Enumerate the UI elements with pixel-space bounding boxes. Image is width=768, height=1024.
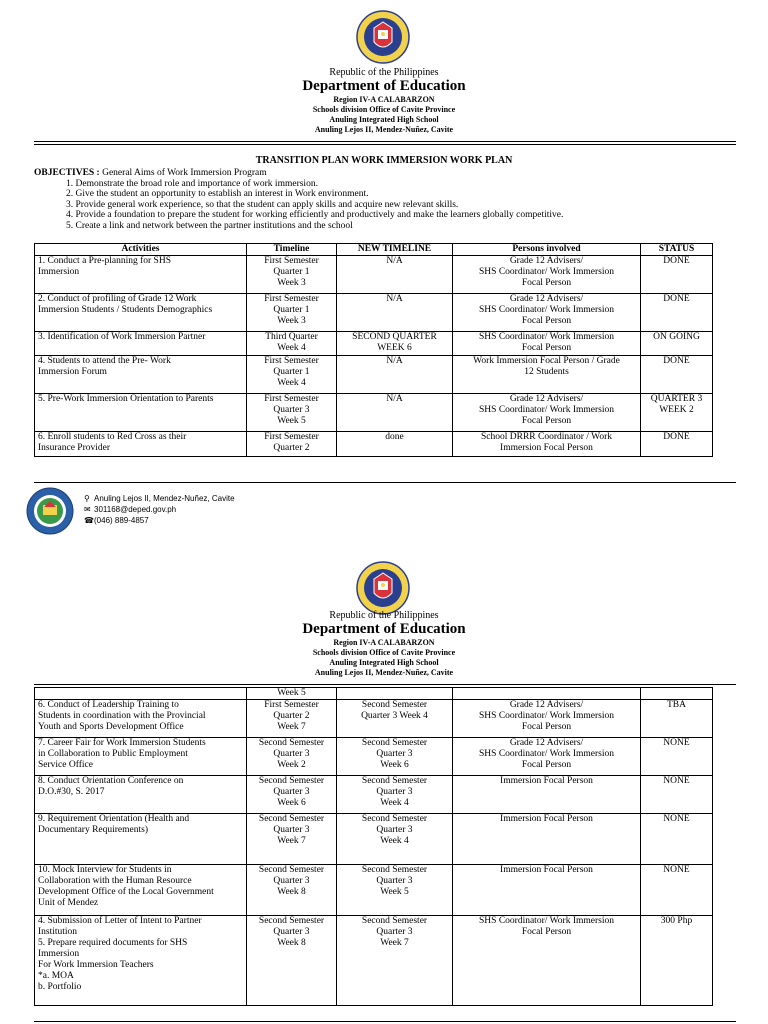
- cell-new-timeline: Second Semester Quarter 3 Week 7: [337, 916, 453, 1006]
- cell-new-timeline: N/A: [337, 356, 453, 394]
- cell-activity: 6. Enroll students to Red Cross as their Insurance Provider: [35, 432, 247, 457]
- cell-timeline: First Semester Quarter 1 Week 3: [247, 294, 337, 332]
- cell-new-timeline: done: [337, 432, 453, 457]
- republic-text: Republic of the Philippines: [329, 67, 439, 78]
- objectives-list: [34, 179, 563, 232]
- cell-status: TBA: [641, 700, 713, 738]
- cell-status: NONE: [641, 738, 713, 776]
- work-plan-table-page-2: [34, 687, 713, 1006]
- cell-activity: 8. Conduct Orientation Conference on D.O.#30, S. 2017: [35, 776, 247, 814]
- cell-status: DONE: [641, 256, 713, 294]
- cell-timeline: Third Quarter Week 4: [247, 332, 337, 356]
- col-header-new-timeline: NEW TIMELINE: [337, 244, 453, 256]
- department-title: Department of Education: [302, 78, 466, 94]
- cell-timeline: Second Semester Quarter 3 Week 6: [247, 776, 337, 814]
- cell-status: DONE: [641, 356, 713, 394]
- cell-persons: Work Immersion Focal Person / Grade 12 Students: [453, 356, 641, 394]
- table-row: [35, 332, 713, 356]
- cell-persons: SHS Coordinator/ Work Immersion Focal Person: [453, 916, 641, 1006]
- cell-status: NONE: [641, 814, 713, 865]
- cell-timeline: First Semester Quarter 2 Week 7: [247, 700, 337, 738]
- cell-new-timeline: Second Semester Quarter 3 Week 6: [337, 738, 453, 776]
- cell-timeline: First Semester Quarter 1 Week 3: [247, 256, 337, 294]
- school-address: Anuling Lejos II, Mendez-Nuñez, Cavite: [314, 125, 454, 134]
- col-header-timeline: Timeline: [247, 244, 337, 256]
- footer: [26, 487, 746, 535]
- school-name: Anuling Integrated High School: [329, 115, 439, 124]
- school-logo: [26, 487, 74, 535]
- table-row: [35, 432, 713, 457]
- objectives-intro: General Aims of Work Immersion Program: [99, 168, 267, 178]
- cell-new-timeline: SECOND QUARTER WEEK 6: [337, 332, 453, 356]
- footer-address: Anuling Lejos II, Mendez-Nuñez, Cavite: [94, 494, 235, 503]
- cell-status: 300 Php: [641, 916, 713, 1006]
- cell-activity: 3. Identification of Work Immersion Partner: [35, 332, 247, 356]
- region-text: Region IV-A CALABARZON: [333, 638, 435, 647]
- page-2: [0, 553, 768, 1024]
- school-address: Anuling Lejos II, Mendez-Nuñez, Cavite: [314, 668, 454, 677]
- cell-status: NONE: [641, 776, 713, 814]
- footer-phone: (046) 889-4857: [94, 516, 149, 525]
- cell-persons: Grade 12 Advisers/ SHS Coordinator/ Work Immersion Focal Person: [453, 294, 641, 332]
- cell-persons: Immersion Focal Person: [453, 865, 641, 916]
- cell-persons: Grade 12 Advisers/ SHS Coordinator/ Work Immersion Focal Person: [453, 700, 641, 738]
- cell-timeline: Second Semester Quarter 3 Week 7: [247, 814, 337, 865]
- document-title: TRANSITION PLAN WORK IMMERSION WORK PLAN: [255, 155, 513, 166]
- col-header-persons: Persons involved: [453, 244, 641, 256]
- letterhead: [0, 67, 768, 135]
- cell-activity: 9. Requirement Orientation (Health and Documentary Requirements): [35, 814, 247, 865]
- mail-icon: ✉: [84, 505, 91, 514]
- cell-status: NONE: [641, 865, 713, 916]
- table-row: [35, 294, 713, 332]
- cell-activity: 6. Conduct of Leadership Training to Students in coordination with the Provincial Youth and Sports Development Office: [35, 700, 247, 738]
- cell-timeline: First Semester Quarter 3 Week 5: [247, 394, 337, 432]
- cell-persons: SHS Coordinator/ Work Immersion Focal Person: [453, 332, 641, 356]
- location-icon: ⚲: [84, 494, 90, 503]
- cell-timeline: Week 5: [247, 688, 337, 700]
- cell-persons: Immersion Focal Person: [453, 814, 641, 865]
- cell-activity: 4. Students to attend the Pre- Work Immersion Forum: [35, 356, 247, 394]
- table-row: [35, 256, 713, 294]
- cell-persons: Grade 12 Advisers/ SHS Coordinator/ Work Immersion Focal Person: [453, 738, 641, 776]
- cell-new-timeline: N/A: [337, 256, 453, 294]
- footer-divider: [34, 1021, 736, 1022]
- work-plan-table-page-1: [34, 243, 713, 457]
- cell-new-timeline: N/A: [337, 294, 453, 332]
- deped-seal-logo: [356, 10, 410, 64]
- table-row: [35, 916, 713, 1006]
- cell-activity: 5. Pre-Work Immersion Orientation to Parents: [35, 394, 247, 432]
- cell-persons: School DRRR Coordinator / Work Immersion Focal Person: [453, 432, 641, 457]
- header-divider: [34, 684, 736, 685]
- region-text: Region IV-A CALABARZON: [333, 95, 435, 104]
- cell-timeline: First Semester Quarter 2: [247, 432, 337, 457]
- deped-seal-logo: [356, 561, 410, 615]
- cell-persons: Grade 12 Advisers/ SHS Coordinator/ Work Immersion Focal Person: [453, 256, 641, 294]
- objective-item: 2. Give the student an opportunity to establish an interest in Work environment.: [66, 189, 369, 199]
- table-row: [35, 356, 713, 394]
- cell-persons: Immersion Focal Person: [453, 776, 641, 814]
- objective-item: 5. Create a link and network between the partner institutions and the school: [66, 220, 353, 231]
- table-row: [35, 865, 713, 916]
- cell-activity: 2. Conduct of profiling of Grade 12 Work Immersion Students / Students Demographics: [35, 294, 247, 332]
- cell-status: ON GOING: [641, 332, 713, 356]
- division-text: Schools division Office of Cavite Province: [312, 105, 456, 114]
- cell-new-timeline: Second Semester Quarter 3 Week 4: [337, 814, 453, 865]
- cell-activity: 4. Submission of Letter of Intent to Partner Institution 5. Prepare required documents for SHS Immersion For Work Immersion Teachers *a. MOA b. Portfolio: [35, 916, 247, 1006]
- table-row: [35, 814, 713, 865]
- cell-timeline: First Semester Quarter 1 Week 4: [247, 356, 337, 394]
- cell-persons: Grade 12 Advisers/ SHS Coordinator/ Work Immersion Focal Person: [453, 394, 641, 432]
- objective-item: 1. Demonstrate the broad role and importance of work immersion.: [66, 178, 318, 189]
- objective-item: 3. Provide general work experience, so that the student can apply skills and acquire new relevant skills.: [66, 199, 459, 210]
- letterhead: [0, 610, 768, 678]
- objective-item: 4. Provide a foundation to prepare the student for working efficiently and productively and make the learners globally competitive.: [66, 210, 564, 220]
- cell-status: QUARTER 3 WEEK 2: [641, 394, 713, 432]
- cell-activity: 7. Career Fair for Work Immersion Students in Collaboration to Public Employment Service Office: [35, 738, 247, 776]
- republic-text: Republic of the Philippines: [329, 610, 439, 621]
- objectives-section: [34, 168, 563, 231]
- department-title: Department of Education: [302, 621, 466, 637]
- cell-activity: 1. Conduct a Pre-planning for SHS Immersion: [35, 256, 247, 294]
- table-row: [35, 394, 713, 432]
- cell-activity: 10. Mock Interview for Students in Collaboration with the Human Resource Development Office of the Local Government Unit of Mendez: [35, 865, 247, 916]
- footer-email[interactable]: 301168@deped.gov.ph: [94, 505, 177, 514]
- objectives-label: OBJECTIVES :: [34, 168, 100, 178]
- cell-new-timeline: [337, 688, 453, 700]
- school-name: Anuling Integrated High School: [329, 658, 439, 667]
- footer-contact: [84, 493, 235, 526]
- cell-timeline: Second Semester Quarter 3 Week 8: [247, 916, 337, 1006]
- cell-activity: [35, 688, 247, 700]
- table-row: [35, 738, 713, 776]
- table-row: [35, 700, 713, 738]
- cell-status: DONE: [641, 432, 713, 457]
- header-divider-2: [34, 144, 736, 145]
- division-text: Schools division Office of Cavite Province: [312, 648, 456, 657]
- footer-divider: [34, 482, 736, 483]
- cell-timeline: Second Semester Quarter 3 Week 2: [247, 738, 337, 776]
- col-header-status: STATUS: [641, 244, 713, 256]
- cell-new-timeline: N/A: [337, 394, 453, 432]
- col-header-activities: Activities: [35, 244, 247, 256]
- table-row: [35, 776, 713, 814]
- cell-new-timeline: Second Semester Quarter 3 Week 5: [337, 865, 453, 916]
- phone-icon: ☎: [84, 516, 94, 525]
- header-divider: [34, 141, 736, 142]
- cell-persons: [453, 688, 641, 700]
- cell-new-timeline: Second Semester Quarter 3 Week 4: [337, 700, 453, 738]
- cell-status: [641, 688, 713, 700]
- cell-status: DONE: [641, 294, 713, 332]
- cell-new-timeline: Second Semester Quarter 3 Week 4: [337, 776, 453, 814]
- table-row: [35, 688, 713, 700]
- cell-timeline: Second Semester Quarter 3 Week 8: [247, 865, 337, 916]
- table-header-row: [35, 244, 713, 256]
